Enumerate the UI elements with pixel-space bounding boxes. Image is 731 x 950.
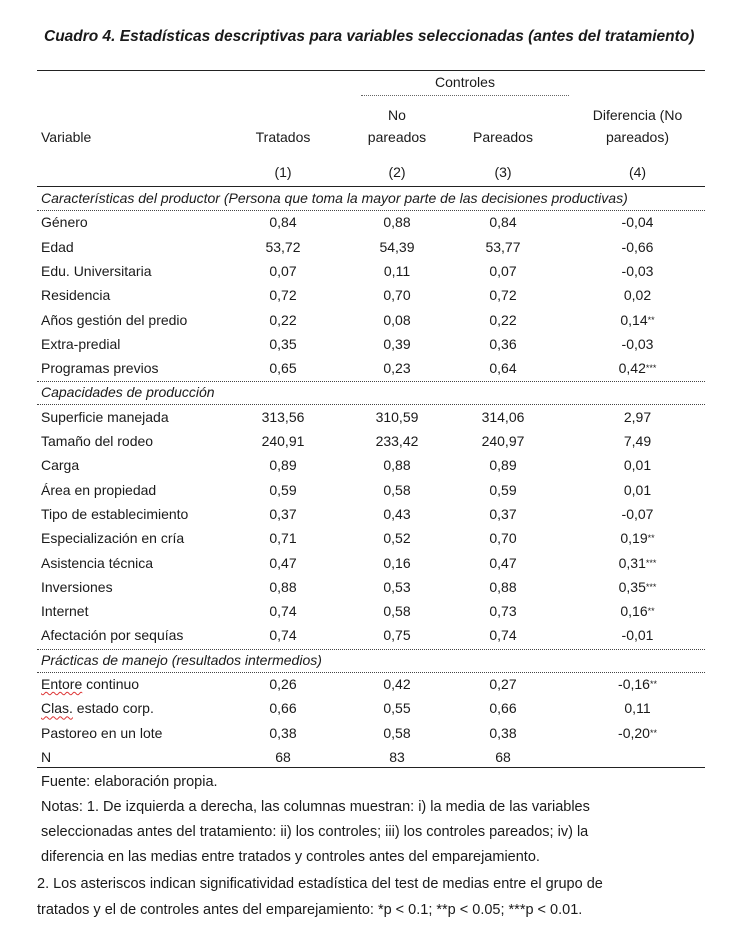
- value-col-2: [352, 336, 442, 353]
- section-rule: [37, 672, 705, 673]
- value-col-1: [238, 627, 328, 644]
- value: 0,35: [269, 335, 297, 352]
- significance-stars: **: [649, 727, 657, 738]
- value-col-1: [238, 530, 328, 547]
- bottom-rule: [37, 767, 705, 768]
- value: 0,42: [383, 676, 411, 692]
- value: 0,58: [383, 724, 411, 741]
- significance-stars: ***: [645, 557, 657, 568]
- value-col-4: [590, 603, 685, 620]
- value: -0,03: [621, 262, 654, 279]
- value: 0,31: [618, 554, 646, 571]
- n-value-col-3: 68: [495, 748, 511, 765]
- value: 54,39: [379, 238, 415, 255]
- value-col-2: [352, 409, 442, 426]
- value-col-3: [458, 530, 548, 547]
- header-no-pareados-line2: pareados: [367, 129, 427, 145]
- value-col-2: [352, 700, 442, 717]
- value-col-2: [352, 457, 442, 474]
- row-label-part: Clas.: [41, 700, 73, 717]
- value: 0,16: [383, 554, 411, 571]
- value: 0,11: [624, 700, 651, 717]
- value-col-2: [352, 676, 442, 693]
- row-label: Internet: [41, 603, 89, 620]
- header-diferencia-line1: Diferencia (No: [592, 107, 683, 123]
- value: 0,58: [383, 481, 411, 498]
- value-col-4: [590, 700, 685, 717]
- value: 0,72: [269, 287, 297, 304]
- value-col-3: [458, 700, 548, 717]
- value-col-4: [590, 312, 685, 329]
- row-label: Género: [41, 214, 88, 231]
- value: 0,75: [383, 627, 411, 644]
- value-col-2: [352, 506, 442, 523]
- value-col-1: [238, 700, 328, 717]
- row-label: Afectación por sequías: [41, 627, 184, 644]
- value-col-4: [590, 336, 685, 353]
- row-label: Extra-predial: [41, 335, 121, 352]
- value-col-3: [458, 336, 548, 353]
- note-1-line-3: diferencia en las medias entre tratados y controles antes del emparejamiento.: [41, 849, 540, 865]
- row-label: Inversiones: [41, 578, 113, 595]
- value-col-4: [590, 360, 685, 377]
- row-label-part: Entore: [41, 676, 83, 692]
- header-no-pareados-line1: No: [388, 107, 406, 123]
- value-col-2: [352, 287, 442, 304]
- value: 0,88: [489, 578, 517, 595]
- value-col-2: [352, 482, 442, 499]
- value: 7,49: [623, 433, 652, 449]
- value-col-3: [458, 287, 548, 304]
- section-rule: [37, 404, 705, 405]
- value: 0,66: [269, 700, 297, 717]
- value-col-1: [238, 360, 328, 377]
- value: 0,38: [269, 724, 297, 741]
- value-col-2: [352, 555, 442, 572]
- value: 0,70: [489, 530, 517, 547]
- section-title: Capacidades de producción: [41, 384, 215, 401]
- row-label: Edad: [41, 238, 74, 255]
- row-label: Años gestión del predio: [41, 311, 188, 328]
- significance-stars: ***: [645, 363, 657, 374]
- value: 0,58: [383, 603, 411, 620]
- value-col-3: [458, 214, 548, 231]
- value-col-4: [590, 457, 685, 474]
- value: -0,16: [618, 676, 650, 692]
- significance-stars: **: [647, 314, 655, 325]
- value-col-4: [590, 409, 685, 426]
- top-rule: [37, 70, 705, 71]
- value-col-1: [238, 287, 328, 304]
- value-col-1: [238, 214, 328, 231]
- value-col-4: [590, 579, 685, 596]
- significance-stars: **: [647, 606, 655, 617]
- value: 0,19: [620, 530, 648, 547]
- value-col-4: [590, 433, 685, 450]
- value: 53,72: [265, 238, 301, 255]
- header-num-3: (3): [494, 164, 512, 180]
- section-rule: [37, 210, 705, 211]
- value: 0,07: [489, 262, 517, 279]
- n-value-col-1: 68: [275, 748, 291, 765]
- value-col-4: [590, 676, 685, 693]
- table-title: Cuadro 4. Estadísticas descriptivas para variables seleccionadas (antes del tratamiento): [44, 28, 695, 45]
- value-col-1: [238, 725, 328, 742]
- value: 0,88: [269, 578, 297, 595]
- value: 0,16: [620, 603, 648, 620]
- header-rule: [37, 186, 705, 187]
- row-label: Edu. Universitaria: [41, 262, 152, 279]
- value-col-2: [352, 214, 442, 231]
- value: 53,77: [485, 238, 521, 255]
- header-controles: Controles: [435, 74, 495, 90]
- value-col-2: [352, 239, 442, 256]
- value-col-2: [352, 312, 442, 329]
- value-col-4: [590, 482, 685, 499]
- value-col-1: [238, 457, 328, 474]
- value: 0,65: [269, 360, 297, 377]
- value-col-4: [590, 263, 685, 280]
- header-num-2: (2): [388, 164, 406, 180]
- significance-stars: **: [649, 679, 657, 689]
- value: 0,07: [269, 262, 297, 279]
- value: 233,42: [375, 433, 419, 449]
- row-label: [41, 676, 139, 693]
- value-col-3: [458, 360, 548, 377]
- value-col-4: [590, 627, 685, 644]
- value: 0,27: [489, 676, 517, 692]
- row-label: Pastoreo en un lote: [41, 724, 163, 741]
- value: 0,74: [489, 627, 517, 644]
- value: -0,01: [621, 627, 654, 644]
- value-col-1: [238, 312, 328, 329]
- value: 0,22: [269, 311, 297, 328]
- value: 0,59: [489, 481, 517, 498]
- value: 0,52: [383, 530, 411, 547]
- row-label: Asistencia técnica: [41, 554, 154, 571]
- value-col-4: [590, 725, 685, 742]
- controles-underline: [361, 95, 569, 96]
- value: 0,36: [489, 335, 517, 352]
- value-col-2: [352, 725, 442, 742]
- value: 0,70: [383, 287, 411, 304]
- value-col-1: [238, 603, 328, 620]
- value: 0,43: [383, 505, 411, 522]
- row-label: Área en propiedad: [41, 481, 157, 498]
- value-col-4: [590, 239, 685, 256]
- value: 0,72: [489, 287, 517, 304]
- note-1-line-1: Notas: 1. De izquierda a derecha, las columnas muestran: i) la media de las variables: [41, 799, 590, 815]
- value-col-3: [458, 457, 548, 474]
- value: -0,66: [621, 238, 654, 255]
- value: 314,06: [481, 408, 525, 425]
- value: 0,22: [489, 311, 517, 328]
- value: 0,64: [489, 360, 517, 377]
- value-col-3: [458, 676, 548, 693]
- value-col-1: [238, 506, 328, 523]
- value: 0,88: [383, 214, 411, 231]
- value-col-3: [458, 433, 548, 450]
- section-title: Prácticas de manejo (resultados intermedios): [41, 651, 322, 668]
- value-col-1: [238, 555, 328, 572]
- value: 0,37: [269, 505, 297, 522]
- value: 313,56: [261, 408, 305, 425]
- value: 0,42: [618, 360, 646, 377]
- value-col-2: [352, 433, 442, 450]
- row-label: Residencia: [41, 287, 111, 304]
- value-col-3: [458, 603, 548, 620]
- row-label: Superficie manejada: [41, 408, 169, 425]
- value-col-2: [352, 263, 442, 280]
- value: 0,84: [489, 214, 517, 231]
- value-col-2: [352, 530, 442, 547]
- value-col-2: [352, 603, 442, 620]
- value: -0,07: [621, 505, 654, 522]
- value: 0,84: [269, 214, 297, 231]
- header-tratados: Tratados: [255, 129, 311, 145]
- value-col-2: [352, 579, 442, 596]
- value-col-1: [238, 239, 328, 256]
- value: 0,08: [383, 311, 411, 328]
- row-label: [41, 700, 154, 717]
- value-col-4: [590, 287, 685, 304]
- row-label: Tipo de establecimiento: [41, 505, 189, 522]
- value: 0,59: [269, 481, 297, 498]
- value: 0,71: [269, 530, 297, 547]
- header-pareados: Pareados: [473, 129, 533, 145]
- value-col-1: [238, 579, 328, 596]
- note-1-line-2: seleccionadas antes del tratamiento: ii) los controles; iii) los controles pareados; iv) la: [41, 824, 589, 840]
- value: 0,89: [269, 457, 297, 474]
- value-col-1: [238, 433, 328, 450]
- header-variable: Variable: [41, 129, 92, 145]
- value: 0,66: [489, 700, 517, 717]
- value: 0,01: [623, 457, 652, 474]
- value: 0,47: [489, 554, 517, 571]
- value: -0,03: [621, 335, 654, 352]
- value: 240,91: [261, 433, 305, 449]
- value: 0,89: [489, 457, 517, 474]
- value: 0,37: [489, 505, 517, 522]
- value: 0,74: [269, 627, 297, 644]
- value: 240,97: [481, 433, 525, 449]
- value-col-3: [458, 409, 548, 426]
- value-col-4: [590, 506, 685, 523]
- value-col-2: [352, 627, 442, 644]
- note-2-line-1: 2. Los asteriscos indican significatividad estadística del test de medias entre el grupo de: [37, 876, 603, 892]
- value: 0,11: [383, 262, 411, 279]
- value-col-3: [458, 239, 548, 256]
- value: 310,59: [375, 408, 419, 425]
- value-col-1: [238, 336, 328, 353]
- value: 0,26: [269, 676, 297, 692]
- value: 0,01: [623, 481, 652, 498]
- value-col-1: [238, 482, 328, 499]
- header-num-1: (1): [274, 164, 292, 180]
- header-num-4: (4): [628, 164, 647, 180]
- header-diferencia-line2: pareados): [605, 129, 670, 145]
- value-col-4: [590, 214, 685, 231]
- n-label: N: [41, 748, 52, 765]
- value-col-3: [458, 263, 548, 280]
- n-value-col-2: 83: [389, 748, 405, 765]
- value: -0,20: [618, 724, 650, 741]
- value: 0,74: [269, 603, 297, 620]
- value: 0,47: [269, 554, 297, 571]
- value: 0,88: [383, 457, 411, 474]
- value: 0,02: [623, 287, 652, 304]
- value-col-4: [590, 530, 685, 547]
- value-col-2: [352, 360, 442, 377]
- value: 0,38: [489, 724, 517, 741]
- source-note: Fuente: elaboración propia.: [41, 774, 218, 790]
- value: -0,04: [621, 214, 654, 231]
- section-title: Características del productor (Persona que toma la mayor parte de las decisiones productivas): [41, 190, 628, 206]
- section-end-rule: [37, 649, 705, 650]
- value-col-3: [458, 482, 548, 499]
- value: 0,35: [618, 578, 646, 595]
- row-label: Especialización en cría: [41, 530, 185, 547]
- significance-stars: ***: [645, 581, 657, 592]
- value-col-4: [590, 555, 685, 572]
- value: 2,97: [623, 408, 652, 425]
- value: 0,23: [383, 360, 411, 377]
- value-col-3: [458, 312, 548, 329]
- value: 0,55: [383, 700, 411, 717]
- value: 0,53: [383, 578, 411, 595]
- value-col-3: [458, 555, 548, 572]
- value-col-1: [238, 409, 328, 426]
- row-label: Programas previos: [41, 360, 159, 377]
- value-col-1: [238, 676, 328, 693]
- value-col-3: [458, 579, 548, 596]
- value: 0,73: [489, 603, 517, 620]
- value-col-3: [458, 725, 548, 742]
- note-2-line-2: tratados y el de controles antes del emparejamiento: *p < 0.1; **p < 0.05; ***p < 0.01.: [37, 902, 583, 918]
- section-end-rule: [37, 381, 705, 382]
- value-col-3: [458, 627, 548, 644]
- value-col-1: [238, 263, 328, 280]
- value: 0,14: [620, 311, 648, 328]
- row-label: Carga: [41, 457, 80, 474]
- row-label-part: estado corp.: [72, 700, 154, 717]
- row-label: Tamaño del rodeo: [41, 433, 154, 449]
- value: 0,39: [383, 335, 411, 352]
- row-label-part: continuo: [82, 676, 140, 692]
- value-col-3: [458, 506, 548, 523]
- significance-stars: **: [647, 533, 655, 544]
